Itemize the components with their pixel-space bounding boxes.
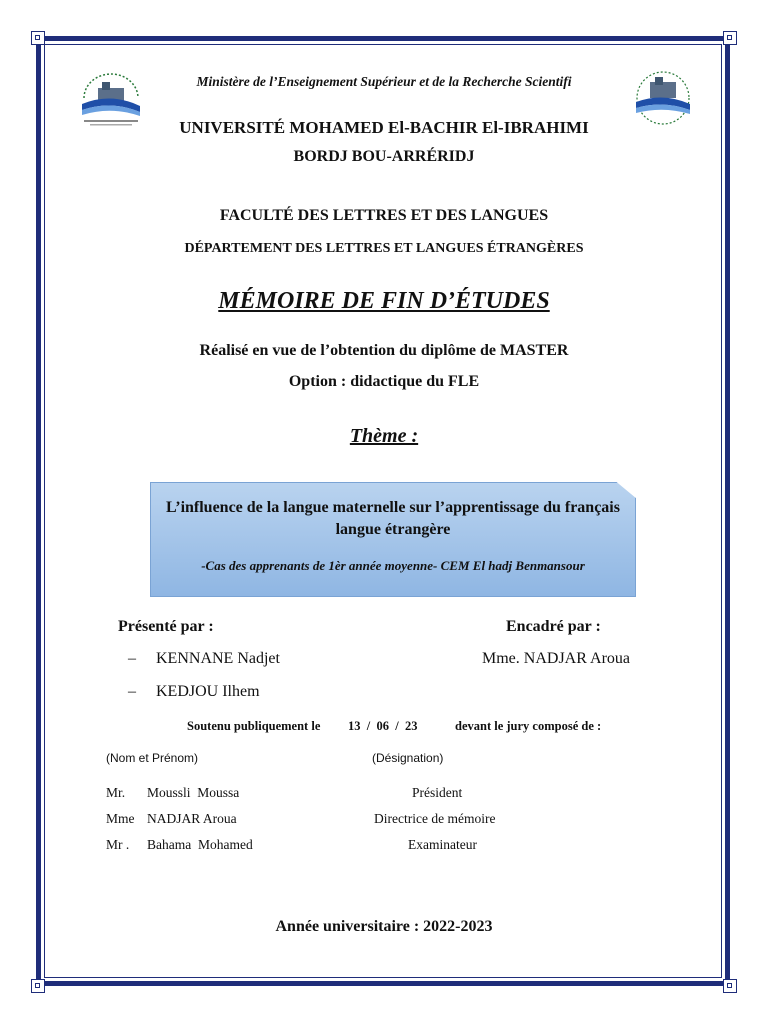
jury-member-title: Mme	[106, 811, 135, 826]
jury-column-name: (Nom et Prénom)	[106, 751, 199, 765]
degree-statement: Réalisé en vue de l’obtention du diplôme de MASTER	[199, 342, 569, 359]
theme-label: Thème :	[349, 425, 419, 447]
supervisor-name: Mme. NADJAR Aroua	[482, 650, 630, 667]
defense-date: 13 / 06 / 23	[348, 719, 418, 733]
student-name: KEDJOU Ilhem	[156, 683, 260, 700]
student-item	[128, 650, 280, 668]
corner-ornament-top-left	[31, 31, 45, 45]
corner-ornament-bottom-right	[723, 979, 737, 993]
faculty-name: FACULTÉ DES LETTRES ET DES LANGUES	[219, 207, 549, 224]
jury-member-role: Examinateur	[408, 837, 477, 852]
supervised-by-label: Encadré par :	[506, 618, 601, 635]
ministry-name: Ministère de l’Enseignement Supérieur et de la Recherche Scientifi	[196, 74, 572, 89]
degree-option: Option : didactique du FLE	[288, 373, 480, 390]
university-name: UNIVERSITÉ MOHAMED El-BACHIR El-IBRAHIMI	[179, 118, 589, 137]
jury-column-role: (Désignation)	[372, 751, 444, 765]
presented-by-label: Présenté par :	[118, 618, 214, 635]
list-dash: –	[128, 683, 136, 700]
corner-ornament-top-right	[723, 31, 737, 45]
jury-member-name: NADJAR Aroua	[147, 811, 237, 826]
student-name: KENNANE Nadjet	[156, 650, 280, 667]
jury-member-name: Moussli Moussa	[147, 785, 240, 800]
academic-year: Année universitaire : 2022-2023	[275, 918, 493, 935]
defense-prefix: Soutenu publiquement le	[187, 719, 321, 733]
corner-ornament-bottom-left	[31, 979, 45, 993]
department-name: DÉPARTEMENT DES LETTRES ET LANGUES ÉTRANGÈRES	[184, 241, 584, 256]
theme-subtitle: -Cas des apprenants de 1èr année moyenne- CEM El hadj Benmansour	[201, 558, 585, 573]
list-dash: –	[128, 650, 136, 667]
student-item	[128, 683, 260, 701]
defense-suffix: devant le jury composé de :	[455, 719, 602, 733]
jury-member-name: Bahama Mohamed	[147, 837, 253, 852]
theme-title: L’influence de la langue maternelle sur l’apprentissage du français langue étrangère	[166, 499, 620, 538]
jury-member-role: Directrice de mémoire	[374, 811, 496, 826]
university-city: BORDJ BOU-ARRÉRIDJ	[293, 148, 475, 165]
jury-member-title: Mr .	[106, 837, 130, 852]
jury-member-role: Président	[412, 785, 463, 800]
jury-member-title: Mr.	[106, 785, 126, 800]
document-title: MÉMOIRE DE FIN D’ÉTUDES	[218, 288, 550, 314]
